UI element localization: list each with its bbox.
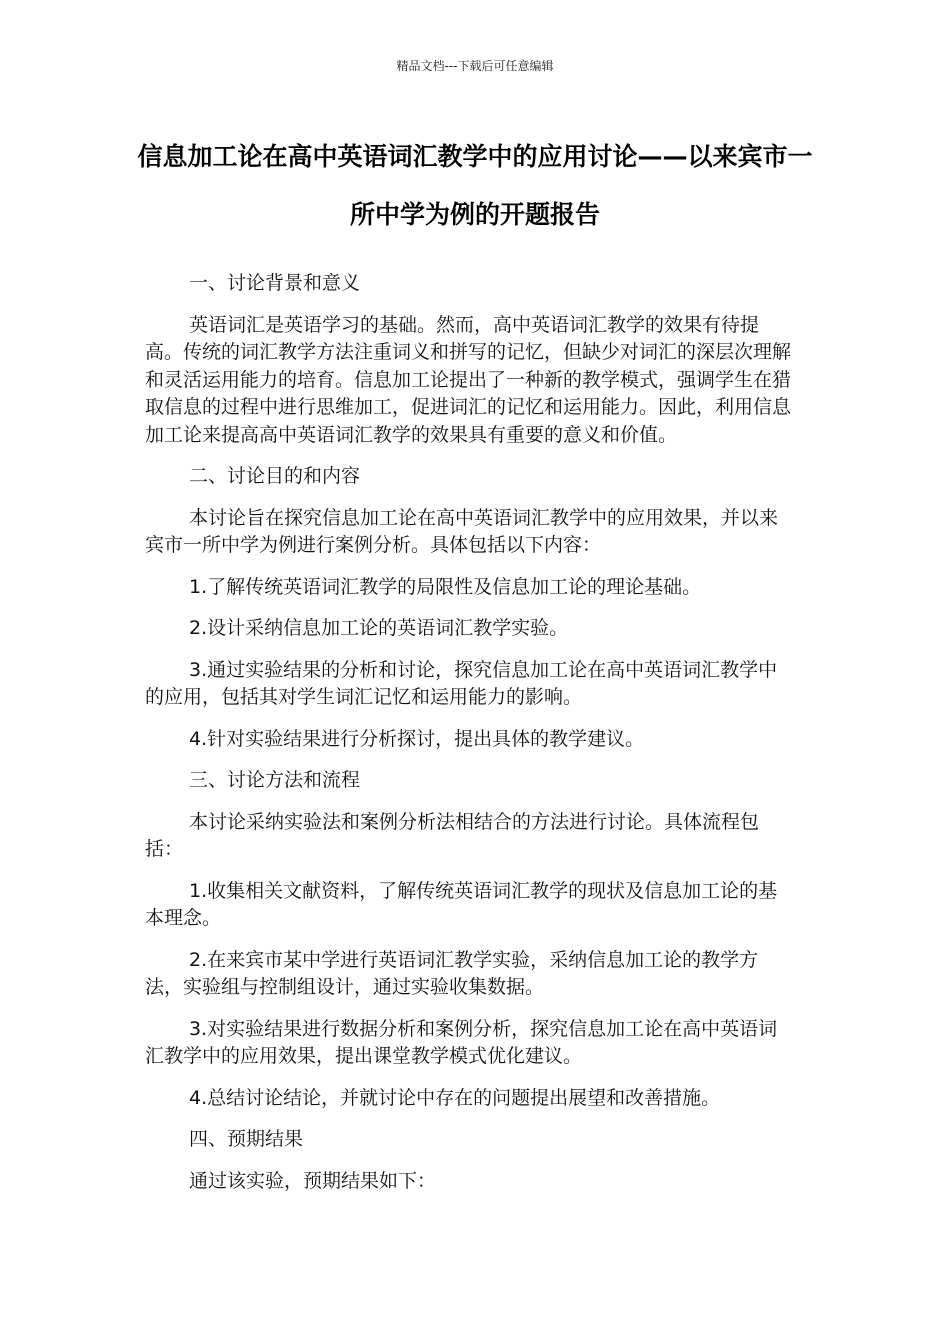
list-item: 3.对实验结果进行数据分析和案例分析，探究信息加工论在高中英语词汇教学中的应用效果，提出课堂教学模式优化建议。 xyxy=(145,1017,778,1067)
paragraph-expected-results: 通过该实验，预期结果如下： xyxy=(189,1169,437,1192)
list-item: 4.针对实验结果进行分析探讨，提出具体的教学建议。 xyxy=(189,727,645,750)
document-body xyxy=(145,270,795,1209)
list-item: 4.总结讨论结论，并就讨论中存在的问题提出展望和改善措施。 xyxy=(189,1086,721,1109)
paragraph-methods: 本讨论采纳实验法和案例分析法相结合的方法进行讨论。具体流程包括： xyxy=(145,810,760,860)
section-heading-objectives: 二、讨论目的和内容 xyxy=(189,465,361,487)
document-title: 信息加工论在高中英语词汇教学中的应用讨论——以来宾市一所中学为例的开题报告 xyxy=(137,142,813,229)
section-heading-expected-results: 四、预期结果 xyxy=(189,1128,304,1150)
section-heading-methods: 三、讨论方法和流程 xyxy=(189,769,361,791)
header-note: 精品文档---下载后可任意编辑 xyxy=(396,59,554,73)
paragraph-objectives: 本讨论旨在探究信息加工论在高中英语词汇教学中的应用效果，并以来宾市一所中学为例进行案例分析。具体包括以下内容： xyxy=(145,506,779,556)
list-item: 3.通过实验结果的分析和讨论，探究信息加工论在高中英语词汇教学中的应用，包括其对学生词汇记忆和运用能力的影响。 xyxy=(145,658,778,708)
list-item: 1.了解传统英语词汇教学的局限性及信息加工论的理论基础。 xyxy=(189,575,702,598)
section-heading-background: 一、讨论背景和意义 xyxy=(189,272,361,294)
paragraph-background: 英语词汇是英语学习的基础。然而，高中英语词汇教学的效果有待提高。传统的词汇教学方法注重词义和拼写的记忆，但缺少对词汇的深层次理解和灵活运用能力的培育。信息加工论提出了一种新的教学模式，强调学生在猎取信息的过程中进行思维加工，促进词汇的记忆和运用能力。因此，利用信息加工论来提高高中英语词汇教学的效果具有重要的意义和价值。 xyxy=(145,313,792,446)
list-item: 2.在来宾市某中学进行英语词汇教学实验，采纳信息加工论的教学方法，实验组与控制组设计，通过实验收集数据。 xyxy=(145,948,759,998)
list-item: 2.设计采纳信息加工论的英语词汇教学实验。 xyxy=(189,617,569,639)
list-item: 1.收集相关文献资料，了解传统英语词汇教学的现状及信息加工论的基本理念。 xyxy=(145,879,778,929)
